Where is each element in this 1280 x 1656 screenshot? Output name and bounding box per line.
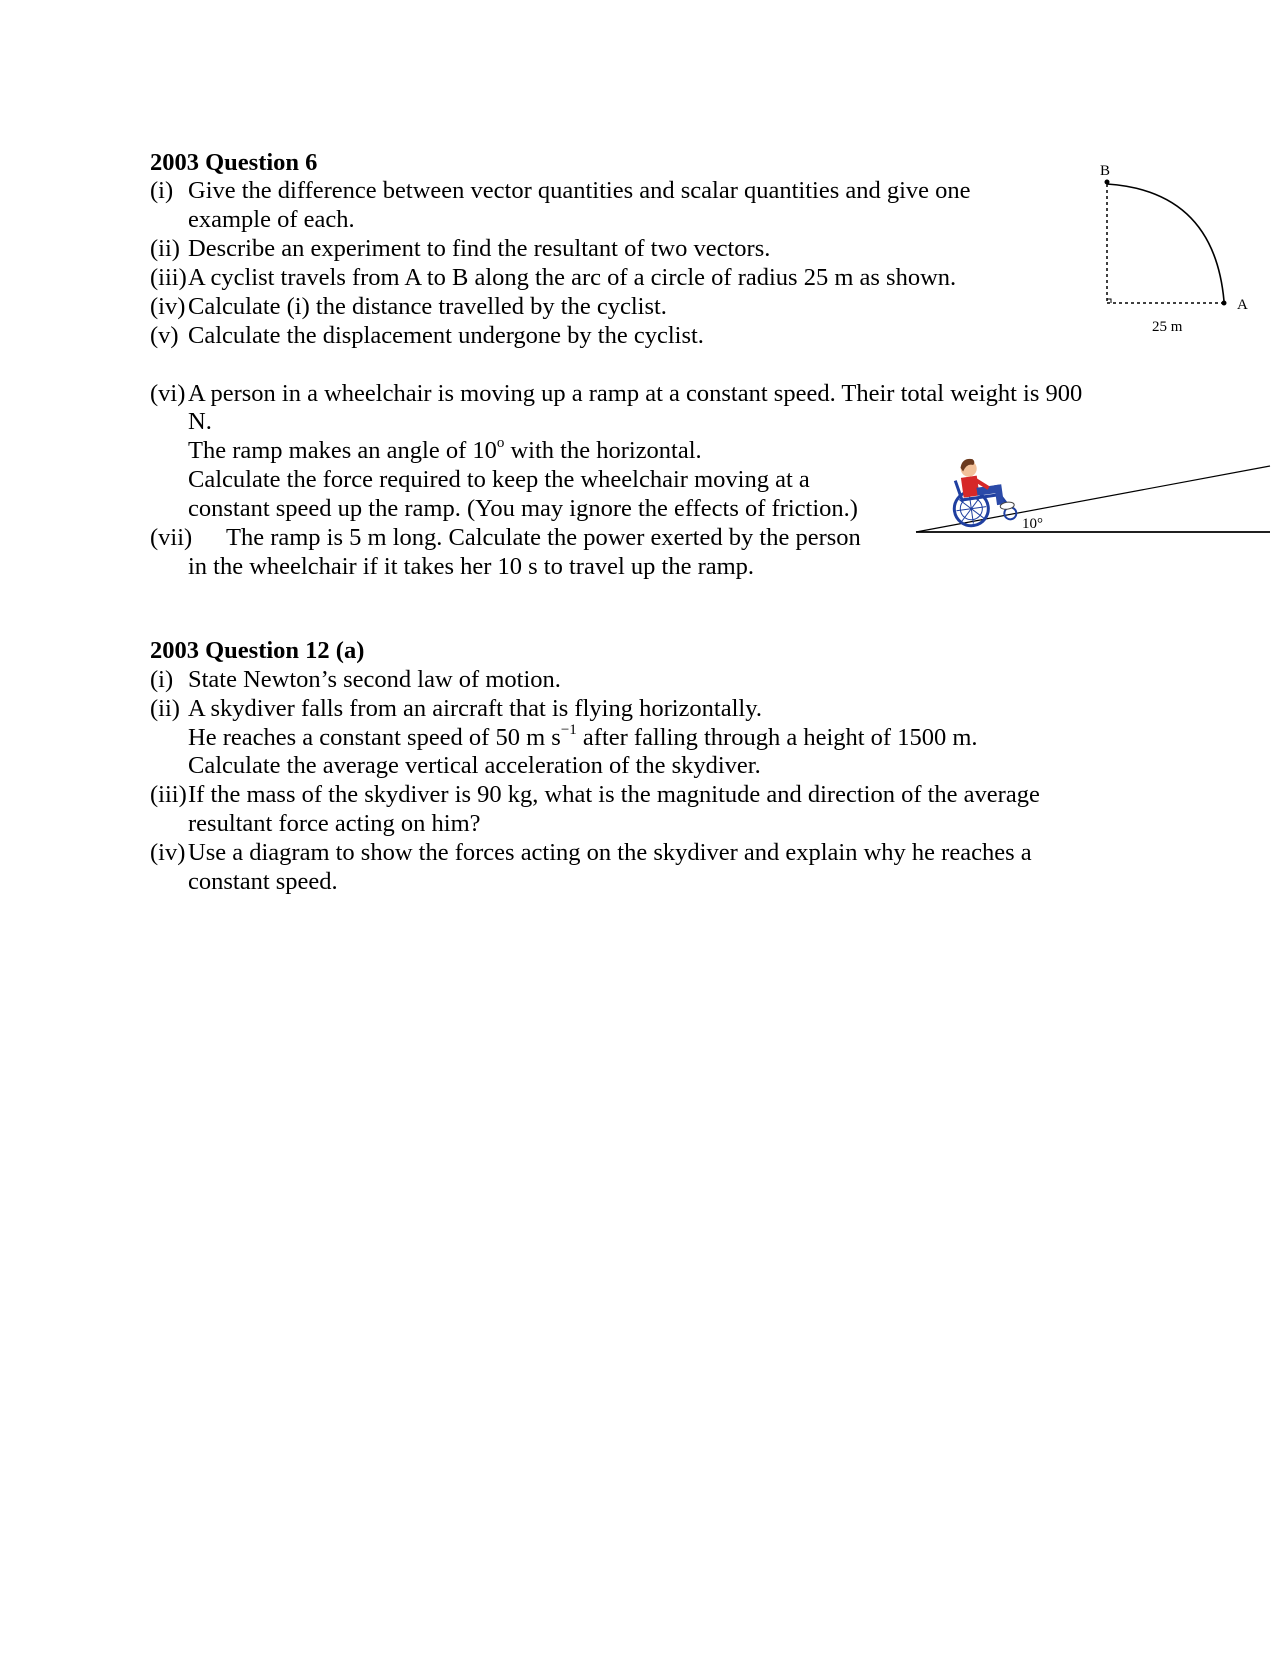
- q6-vi-text: A person in a wheelchair is moving up a ramp at a constant speed. Their total weight is 900: [188, 380, 1083, 407]
- q12-heading: 2003 Question 12 (a): [150, 637, 365, 664]
- ramp-angle-label: 10°: [1022, 516, 1043, 532]
- q12-iii-text-cont: resultant force acting on him?: [188, 810, 481, 837]
- q6-vii-text-cont: in the wheelchair if it takes her 10 s to travel up the ramp.: [188, 553, 755, 580]
- q6-vi-friction-line: constant speed up the ramp. (You may ignore the effects of friction.): [188, 495, 858, 522]
- q6-iv-text: Calculate (i) the distance travelled by the cyclist.: [188, 293, 667, 320]
- q6-heading: 2003 Question 6: [150, 149, 318, 176]
- point-b-label: B: [1100, 163, 1111, 179]
- q12-iii-label: (iii): [150, 781, 187, 808]
- q12-i-text: State Newton’s second law of motion.: [188, 666, 561, 693]
- q12-ii-label: (ii): [150, 695, 180, 722]
- point-a-dot: [1222, 301, 1227, 306]
- q12-iv-text: Use a diagram to show the forces acting on the skydiver and explain why he reaches a: [188, 839, 1032, 866]
- arc-diagram: [1090, 155, 1270, 345]
- q6-vi-force-line: Calculate the force required to keep the wheelchair moving at a: [188, 466, 810, 493]
- q6-vi-label: (vi): [150, 380, 186, 407]
- q6-iv-label: (iv): [150, 293, 186, 320]
- q6-ii-label: (ii): [150, 235, 180, 262]
- q6-ii-text: Describe an experiment to find the resultant of two vectors.: [188, 235, 771, 262]
- q12-i-label: (i): [150, 666, 174, 693]
- q12-iii-text: If the mass of the skydiver is 90 kg, what is the magnitude and direction of the average: [188, 781, 1040, 808]
- wheelchair-person-icon: [948, 453, 1018, 528]
- q6-i-label: (i): [150, 177, 174, 204]
- q6-vii-text: The ramp is 5 m long. Calculate the power exerted by the person: [226, 524, 861, 551]
- q12-ii-text-cont: Calculate the average vertical acceleration of the skydiver.: [188, 752, 761, 779]
- q12-iv-text-cont: constant speed.: [188, 868, 338, 895]
- ramp-diagram: [910, 440, 1272, 540]
- q6-iii-text: A cyclist travels from A to B along the arc of a circle of radius 25 m as shown.: [188, 264, 957, 291]
- q6-i-text: Give the difference between vector quantities and scalar quantities and give one: [188, 177, 971, 204]
- q6-i-text-cont: example of each.: [188, 206, 355, 233]
- q6-vii-label: (vii): [150, 524, 193, 551]
- q6-v-text: Calculate the displacement undergone by the cyclist.: [188, 322, 704, 349]
- q12-ii-text: A skydiver falls from an aircraft that is flying horizontally.: [188, 695, 763, 722]
- q6-vi-angle-line: The ramp makes an angle of 10$^o$ with the horizontal.: [188, 434, 702, 464]
- q12-iv-label: (iv): [150, 839, 186, 866]
- q6-iii-label: (iii): [150, 264, 187, 291]
- q12-ii-speed-line: He reaches a constant speed of 50 m $s^{-1}$ after falling through a height of 1500 m.: [188, 721, 978, 751]
- q6-v-label: (v): [150, 322, 179, 349]
- point-a-label: A: [1237, 297, 1248, 313]
- q6-vi-text-cont: N.: [188, 408, 212, 435]
- radius-label: 25 m: [1152, 319, 1183, 335]
- arc-path: [1107, 184, 1224, 301]
